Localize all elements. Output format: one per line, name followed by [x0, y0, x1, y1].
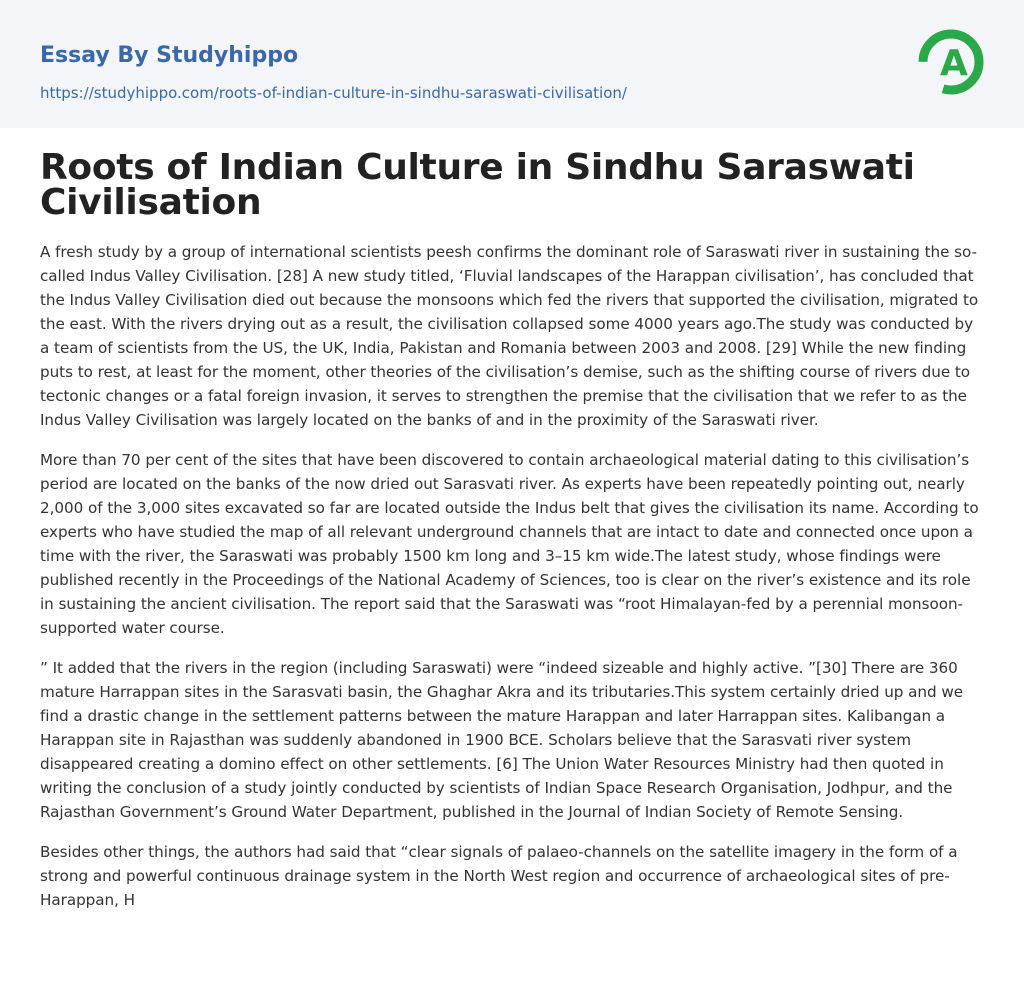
- site-brand: Essay By Studyhippo: [40, 43, 299, 68]
- article-paragraph: Besides other things, the authors had said that “clear signals of palaeo-channels on the satellite imagery in the form of a strong and powerful continuous drainage system in the North West region and occurrence of archaeological sites of pre-Harappan, H: [40, 843, 958, 909]
- article: [0, 147, 1024, 912]
- logo-letter: A: [940, 43, 968, 84]
- article-paragraph: ” It added that the rivers in the region (including Saraswati) were “indeed sizeable and highly active. ”[30] There are 360 mature Harrappan sites in the Sarasvati basin, the Ghaghar Akra and its tributaries.This system certainly dried up and we find a drastic change in the settlement patterns between the mature Harappan and later Harrappan sites. Kalibangan a Harappan site in Rajasthan was suddenly abandoned in 1900 BCE. Scholars believe that the Sarasvati river system disappeared creating a domino effect on other settlements. [6] The Union Water Resources Ministry had then quoted in writing the conclusion of a study jointly conducted by scientists of Indian Space Research Organisation, Jodhpur, and the Rajasthan Government’s Ground Water Department, published in the Journal of Indian Society of Remote Sensing.: [40, 659, 963, 821]
- article-title: Roots of Indian Culture in Sindhu Saraswati Civilisation: [40, 147, 915, 223]
- page-header: [0, 0, 1024, 128]
- article-paragraph: More than 70 per cent of the sites that have been discovered to contain archaeological material dating to this civilisation’s period are located on the banks of the now dried out Sarasvati river. As experts have been repeatedly pointing out, nearly 2,000 of the 3,000 sites excavated so far are located outside the Indus belt that gives the civilisation its name. According to experts who have studied the map of all relevant underground channels that are intact to date and connected once upon a time with the river, the Saraswati was probably 1500 km long and 3–15 km wide.The latest study, whose findings were published recently in the Proceedings of the National Academy of Sciences, too is clear on the river’s existence and its role in sustaining the ancient civilisation. The report said that the Saraswati was “root Himalayan-fed by a perennial monsoon-supported water course.: [40, 451, 979, 637]
- essay-url-link[interactable]: https://studyhippo.com/roots-of-indian-culture-in-sindhu-saraswati-civilisation/: [40, 84, 627, 102]
- studyhippo-logo-icon[interactable]: [916, 18, 986, 106]
- article-paragraph: A fresh study by a group of international scientists peesh confirms the dominant role of Saraswati river in sustaining the so-called Indus Valley Civilisation. [28] A new study titled, ‘Fluvial landscapes of the Harappan civilisation’, has concluded that the Indus Valley Civilisation died out because the monsoons which fed the rivers that supported the civilisation, migrated to the east. With the rivers drying out as a result, the civilisation collapsed some 4000 years ago.The study was conducted by a team of scientists from the US, the UK, India, Pakistan and Romania between 2003 and 2008. [29] While the new finding puts to rest, at least for the moment, other theories of the civilisation’s demise, such as the shifting course of rivers due to tectonic changes or a fatal foreign invasion, it serves to strengthen the premise that the civilisation that we refer to as the Indus Valley Civilisation was largely located on the banks of and in the proximity of the Saraswati river.: [40, 243, 979, 429]
